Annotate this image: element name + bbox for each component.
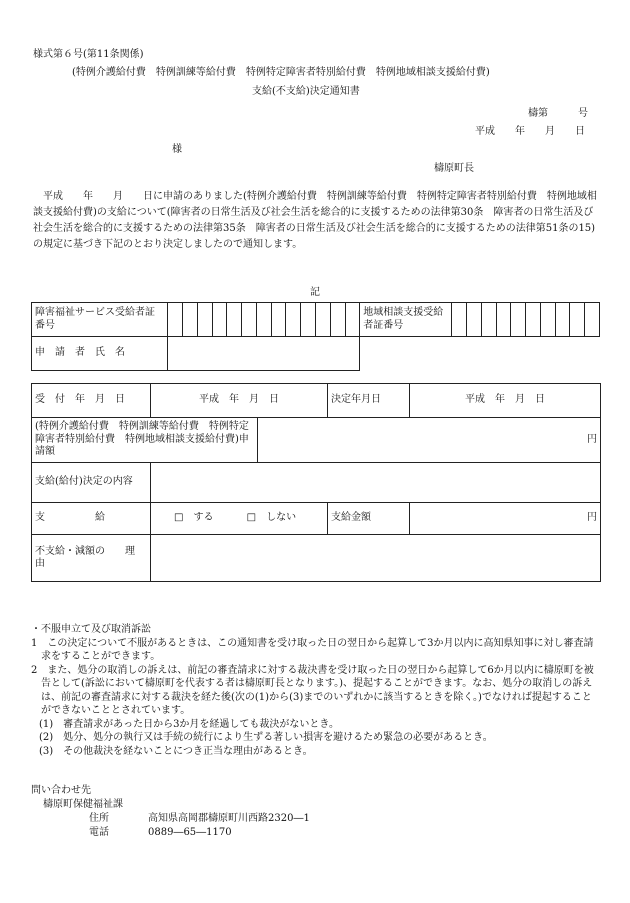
benefit-types-subtitle: (特例介護給付費 特例訓練等給付費 特例特定障害者特別給付費 特例地域相談支援給付費) xyxy=(72,67,490,78)
page-title: 支給(不支給)決定通知書 xyxy=(252,86,360,97)
applicant-name-field xyxy=(168,337,360,371)
option-yes-checkbox[interactable]: □ する xyxy=(174,512,214,524)
digit-cell xyxy=(242,303,257,337)
option-no-checkbox[interactable]: □ しない xyxy=(246,512,297,524)
digit-cell xyxy=(315,303,330,337)
digit-cell xyxy=(168,303,183,337)
yen-unit: 円 xyxy=(410,503,601,535)
amount-label: 支給金額 xyxy=(328,503,410,535)
note-sub-3: (3) その他裁決を経ないことにつき正当な理由があるとき。 xyxy=(39,745,313,757)
reason-label: 不支給・減額の 理 由 xyxy=(32,535,151,582)
addressee: 様 xyxy=(172,144,182,155)
consult-recipient-label: 地域相談支援受給者証番号 xyxy=(360,303,452,337)
digit-cell xyxy=(496,303,511,337)
notes-heading: ・不服申立て及び取消訴訟 xyxy=(31,624,151,635)
digit-cell xyxy=(301,303,316,337)
note-sub-1: (1) 審査請求があった日から3か月を経過しても裁決がないとき。 xyxy=(39,718,340,730)
digit-cell xyxy=(271,303,286,337)
address-label: 住所 xyxy=(89,813,109,824)
appeal-notes xyxy=(31,623,601,758)
digit-cell xyxy=(197,303,212,337)
applicant-label: 申 請 者 氏 名 xyxy=(32,337,168,371)
body-text: 平成 年 月 日に申請のありました(特例介護給付費 特例訓練等給付費 特例特定障害者特別給付費 特例地域相談支援給付費)の支給について(障害者の日常生活及び社会生活を総合的に支援するための法律第30条 障害者の日常生活及び社会生活を総合的に支援するための法律第35条 障害者の日常生活及び社会生活を総合的に支援するための法律第51条の15)の規定に基づき下記のとおり決定しましたので通知します。 xyxy=(33,191,597,250)
digit-cell xyxy=(540,303,555,337)
digit-cell xyxy=(555,303,570,337)
recipient-table xyxy=(31,302,600,371)
reason-field xyxy=(151,535,601,582)
digit-cell xyxy=(227,303,242,337)
decision-content-label: 支給(給付)決定の内容 xyxy=(32,463,151,503)
digit-cell xyxy=(481,303,496,337)
form-number: 様式第６号(第11条関係) xyxy=(33,49,144,60)
digit-cell xyxy=(467,303,482,337)
decision-table xyxy=(31,383,601,582)
digit-cell xyxy=(256,303,271,337)
address-value: 高知県高岡郡檮原町川西路2320―1 xyxy=(148,813,310,824)
received-date-label: 受 付 年 月 日 xyxy=(32,384,151,418)
note-item-2: 2 また、処分の取消しの訴えは、前記の審査請求に対する裁決書を受け取った日の翌日から起算して6か月以内に檮原町を被告として(訴訟において檮原町を代表する者は檮原町長となります。)、提起することができます。なお、処分の取消しの訴えは、前記の審査請求に対する裁決を経た後(次の(1)から(3)までのいずれかに該当するときを除く。)でなければ提起することができないこととされています。 xyxy=(31,664,594,716)
digit-cell xyxy=(570,303,585,337)
note-item-1: 1 この決定について不服があるときは、この通知書を受け取った日の翌日から起算して3か月以内に高知県知事に対し審査請求をすることができます。 xyxy=(31,637,594,662)
digit-cell xyxy=(330,303,345,337)
contact-heading: 問い合わせ先 xyxy=(31,785,91,796)
digit-cell xyxy=(286,303,301,337)
digit-cell xyxy=(452,303,467,337)
payment-label: 支 給 xyxy=(32,503,151,535)
contact-department: 檮原町保健福祉課 xyxy=(43,799,123,810)
digit-cell xyxy=(183,303,198,337)
decision-content-field xyxy=(151,463,601,503)
issue-date: 平成 年 月 日 xyxy=(475,126,585,137)
digit-cell xyxy=(212,303,227,337)
digit-cell xyxy=(526,303,541,337)
payment-options xyxy=(151,503,328,535)
application-amount-label: (特例介護給付費 特例訓練等給付費 特例特定障害者特別給付費 特例地域相談支援給付費)申請額 xyxy=(32,418,258,463)
issuer: 檮原町長 xyxy=(434,163,474,174)
digit-cell xyxy=(511,303,526,337)
digit-cell xyxy=(585,303,600,337)
ki-label: 記 xyxy=(310,287,320,298)
service-recipient-label: 障害福祉サービス受給者証番号 xyxy=(32,303,168,337)
yen-unit: 円 xyxy=(258,418,601,463)
phone-label: 電話 xyxy=(89,827,109,838)
decision-date-label: 決定年月日 xyxy=(328,384,410,418)
digit-cell xyxy=(345,303,360,337)
received-date-value: 平成 年 月 日 xyxy=(151,384,328,418)
decision-date-value: 平成 年 月 日 xyxy=(410,384,601,418)
phone-value: 0889―65―1170 xyxy=(148,827,232,838)
reference-number: 檮第 号 xyxy=(528,108,588,119)
note-sub-2: (2) 処分、処分の執行又は手続の続行により生ずる著しい損害を避けるため緊急の必要があるとき。 xyxy=(39,732,493,743)
